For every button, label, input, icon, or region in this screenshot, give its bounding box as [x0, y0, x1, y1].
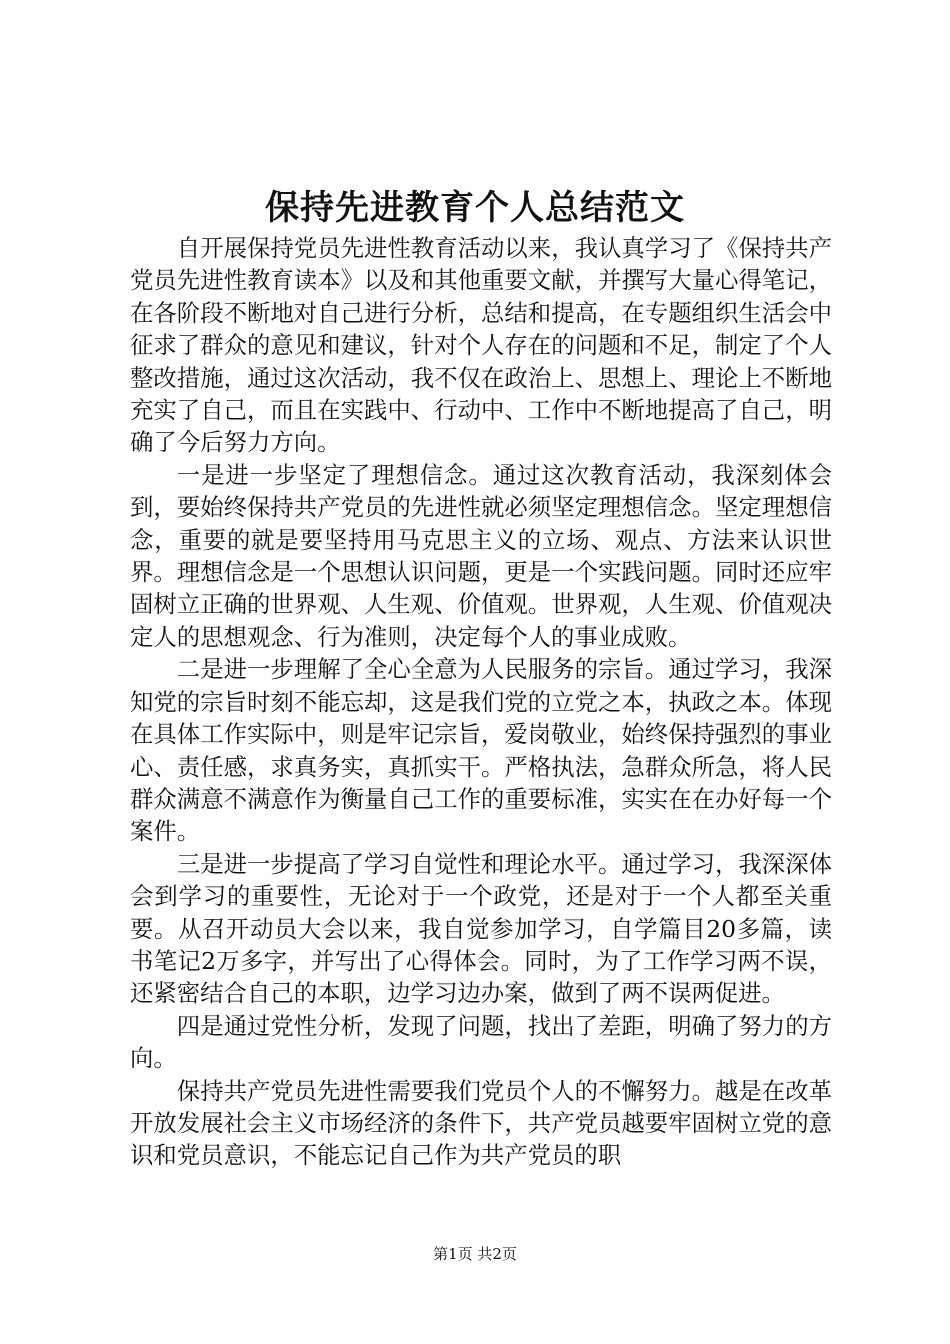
- paragraph-intro: 自开展保持党员先进性教育活动以来，我认真学习了《保持共产党员先进性教育读本》以及和其他重要文献，并撰写大量心得笔记，在各阶段不断地对自己进行分析，总结和提高，在专题组织生活会中征求了群众的意见和建议，针对个人存在的问题和不足，制定了个人整改措施，通过这次活动，我不仅在政治上、思想上、理论上不断地充实了自己，而且在实践中、行动中、工作中不断地提高了自己，明确了今后努力方向。: [130, 234, 832, 457]
- paragraph-point-one: 一是进一步坚定了理想信念。通过这次教育活动，我深刻体会到，要始终保持共产党员的先进性就必须坚定理想信念。坚定理想信念，重要的就是要坚持用马克思主义的立场、观点、方法来认识世界。理想信念是一个思想认识问题，更是一个实践问题。同时还应牢固树立正确的世界观、人生观、价值观。世界观，人生观、价值观决定人的思想观念、行为准则，决定每个人的事业成败。: [130, 460, 832, 651]
- document-title: 保持先进教育个人总结范文: [265, 188, 685, 228]
- paragraph-point-three: 三是进一步提高了学习自觉性和理论水平。通过学习，我深深体会到学习的重要性，无论对于一个政党，还是对于一个人都至关重要。从召开动员大会以来，我自觉参加学习，自学篇目20多篇，读书笔记2万多字，并写出了心得体会。同时，为了工作学习两不误，还紧密结合自己的本职，边学习边办案，做到了两不误两促进。: [130, 849, 832, 1008]
- paragraph-point-four: 四是通过党性分析，发现了问题，找出了差距，明确了努力的方向。: [130, 1011, 832, 1073]
- document-body: [130, 232, 832, 1172]
- page-number-footer: 第1页 共2页: [433, 1245, 517, 1263]
- paragraph-point-two: 二是进一步理解了全心全意为人民服务的宗旨。通过学习，我深知党的宗旨时刻不能忘却，这是我们党的立党之本，执政之本。体现在具体工作实际中，则是牢记宗旨，爱岗敬业，始终保持强烈的事业心、责任感，求真务实，真抓实干。严格执法，急群众所急，将人民群众满意不满意作为衡量自己工作的重要标准，实实在在办好每一个案件。: [130, 655, 832, 846]
- paragraph-conclusion: 保持共产党员先进性需要我们党员个人的不懈努力。越是在改革开放发展社会主义市场经济的条件下，共产党员越要牢固树立党的意识和党员意识，不能忘记自己作为共产党员的职: [130, 1076, 832, 1170]
